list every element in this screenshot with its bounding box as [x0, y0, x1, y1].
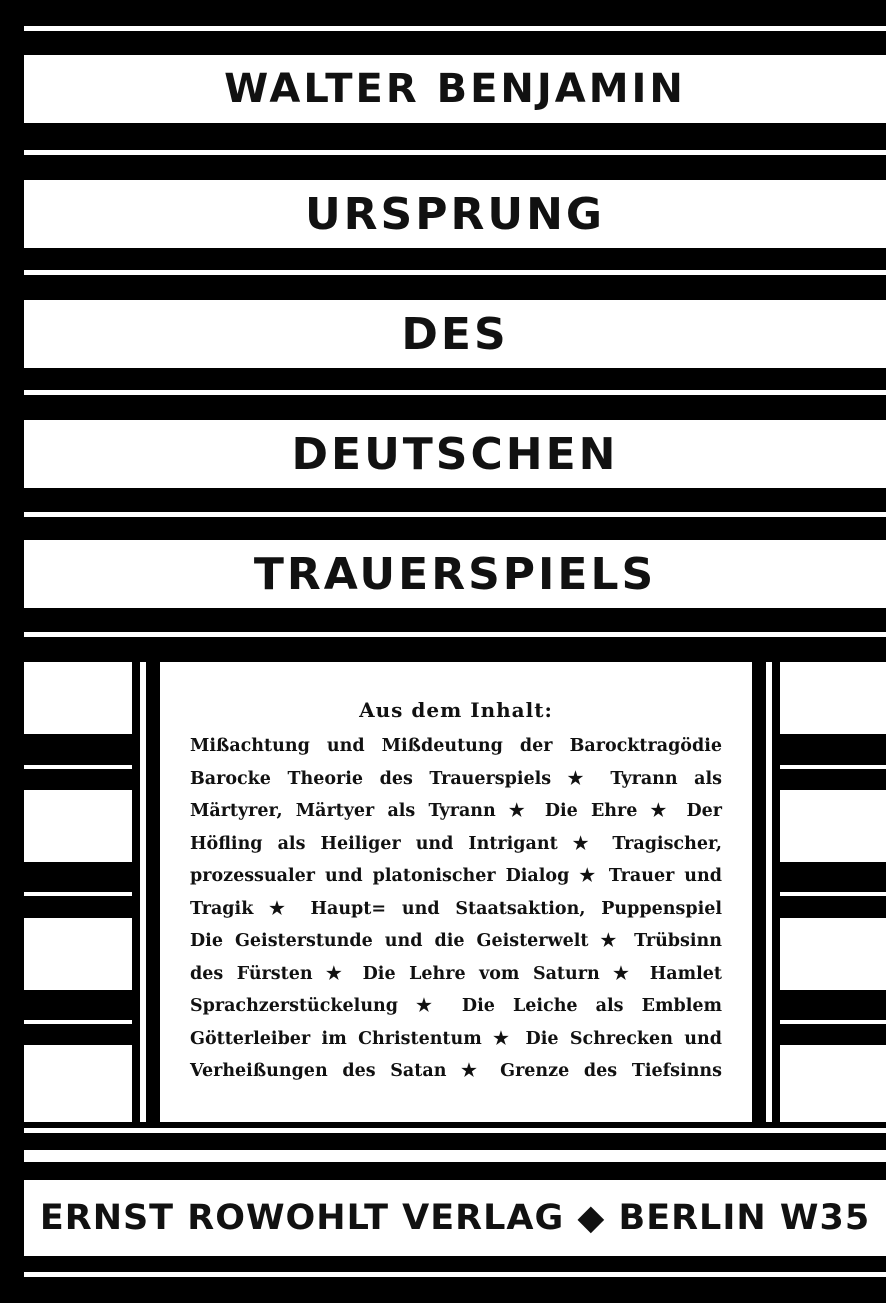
side-rule [140, 662, 146, 1122]
side-band [24, 662, 132, 734]
contents-heading: Aus dem Inhalt: [359, 698, 553, 722]
rule-strip [24, 1128, 886, 1133]
contents-line: Märtyrer, Märtyer als Tyrann ★ Die Ehre ★ Der [190, 801, 722, 821]
rule-strip [24, 512, 886, 517]
rule-strip [24, 390, 886, 395]
side-band [780, 918, 886, 990]
title-line-1: URSPRUNG [304, 188, 606, 240]
side-strip [780, 1020, 886, 1024]
contents-line: Barocke Theorie des Trauerspiels ★ Tyrann als [190, 768, 722, 789]
contents-line: Die Geisterstunde und die Geisterwelt ★ Trübsinn [190, 931, 722, 951]
author-name: WALTER BENJAMIN [224, 66, 686, 112]
rule-strip [24, 1272, 886, 1277]
side-strip [24, 1020, 132, 1024]
rule-strip [24, 26, 886, 31]
side-band [24, 918, 132, 990]
rule-strip [24, 270, 886, 275]
side-band [24, 1045, 132, 1122]
title-line-4: TRAUERSPIELS [253, 548, 657, 600]
side-strip [24, 765, 132, 769]
title-line-2: DES [401, 308, 509, 360]
side-band [780, 662, 886, 734]
contents-line: prozessualer und platonischer Dialog ★ Trauer und [190, 866, 722, 886]
contents-line: Verheißungen des Satan ★ Grenze des Tiefsinns [190, 1061, 722, 1081]
contents-line: Sprachzerstückelung ★ Die Leiche als Emblem [190, 996, 722, 1016]
side-band [780, 790, 886, 862]
publisher-imprint: ERNST ROWOHLT VERLAG ◆ BERLIN W35 [24, 1180, 886, 1256]
contents-panel [160, 662, 752, 1122]
rule-strip [24, 150, 886, 155]
title-line-3: DEUTSCHEN [291, 428, 619, 480]
contents-line: des Fürsten ★ Die Lehre vom Saturn ★ Hamlet [190, 963, 722, 984]
rule-strip [24, 632, 886, 637]
side-strip [24, 892, 132, 896]
rule-strip [24, 1150, 886, 1162]
side-band [24, 790, 132, 862]
side-band [780, 1045, 886, 1122]
side-rule [766, 662, 772, 1122]
contents-line: Tragik ★ Haupt= und Staatsaktion, Puppenspiel [190, 898, 722, 919]
contents-line: Höfling als Heiliger und Intrigant ★ Tragischer, [190, 833, 722, 854]
side-strip [780, 765, 886, 769]
side-strip [780, 892, 886, 896]
contents-line: Götterleiber im Christentum ★ Die Schrecken und [190, 1028, 722, 1049]
contents-line: Mißachtung und Mißdeutung der Barocktragödie [190, 736, 722, 756]
